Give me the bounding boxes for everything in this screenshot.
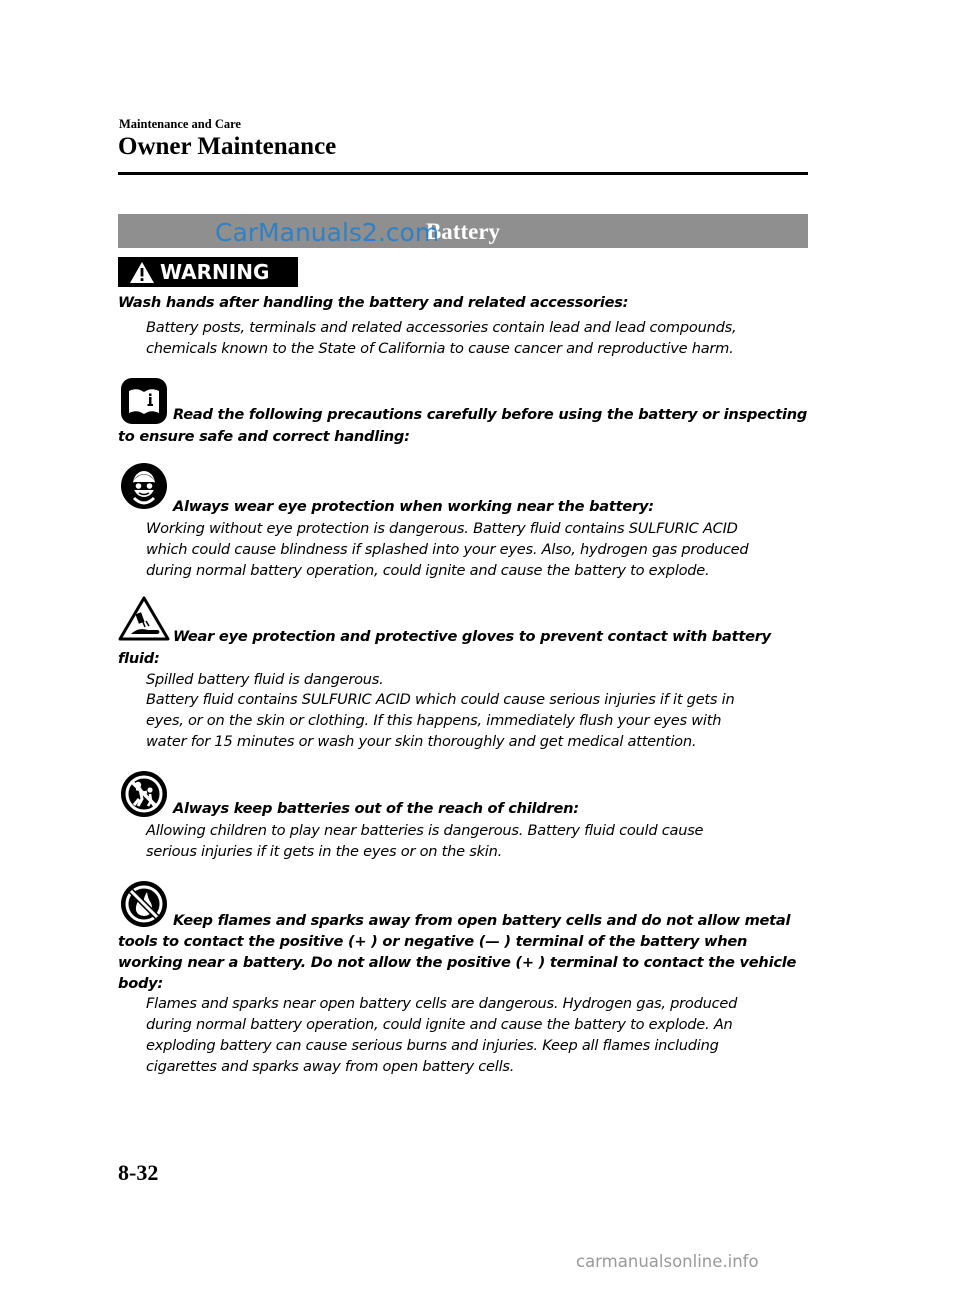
title-divider <box>118 172 808 175</box>
warning-heading: Wash hands after handling the battery and related accessories: <box>118 294 629 311</box>
precaution-heading-line: Keep flames and sparks away from open battery cells and do not allow metal <box>173 912 791 929</box>
page-number: 8-32 <box>118 1160 159 1185</box>
topic-title: Battery <box>425 219 501 244</box>
no-flames-icon <box>120 880 168 928</box>
precaution-heading-line: Always keep batteries out of the reach of children: <box>173 800 579 817</box>
precaution-body-line: Battery fluid contains SULFURIC ACID which could cause serious injuries if it gets in <box>146 691 735 708</box>
warning-triangle-icon <box>129 261 155 284</box>
precaution-heading-line: tools to contact the positive (+ ) or negative (— ) terminal of the battery when <box>118 933 748 950</box>
warning-badge <box>118 257 298 287</box>
warning-body-line: Battery posts, terminals and related accessories contain lead and lead compounds, <box>146 319 737 336</box>
precaution-body-line: exploding battery can cause serious burns and injuries. Keep all flames including <box>146 1037 719 1054</box>
precaution-heading-line: body: <box>118 975 164 992</box>
read-manual-icon <box>120 377 168 425</box>
precaution-heading-line: working near a battery. Do not allow the positive (+ ) terminal to contact the vehicle <box>118 954 797 971</box>
precaution-body-line: during normal battery operation, could ignite and cause the battery to explode. <box>146 562 710 579</box>
precaution-body-line: Flames and sparks near open battery cells are dangerous. Hydrogen gas, produced <box>146 995 738 1012</box>
precaution-body-line: water for 15 minutes or wash your skin thoroughly and get medical attention. <box>146 733 697 750</box>
precaution-body-line: cigarettes and sparks away from open battery cells. <box>146 1058 515 1075</box>
eye-protection-icon <box>120 462 168 510</box>
footer-watermark: carmanualsonline.info <box>576 1252 759 1271</box>
precaution-body-line: Working without eye protection is dangerous. Battery fluid contains SULFURIC ACID <box>146 520 738 537</box>
precaution-body-line: during normal battery operation, could ignite and cause the battery to explode. An <box>146 1016 733 1033</box>
precaution-heading-line: fluid: <box>118 650 160 667</box>
section-label: Maintenance and Care <box>119 117 241 131</box>
site-watermark: CarManuals2.com <box>215 218 440 247</box>
warning-body-line: chemicals known to the State of California to cause cancer and reproductive harm. <box>146 340 734 357</box>
precaution-heading-line: Wear eye protection and protective gloves to prevent contact with battery <box>173 628 771 645</box>
precaution-body-line: which could cause blindness if splashed into your eyes. Also, hydrogen gas produced <box>146 541 749 558</box>
precaution-body-line: Allowing children to play near batteries is dangerous. Battery fluid could cause <box>146 822 704 839</box>
precaution-body-line: eyes, or on the skin or clothing. If this happens, immediately flush your eyes with <box>146 712 722 729</box>
precaution-body-line: Spilled battery fluid is dangerous. <box>146 671 384 688</box>
warning-label: WARNING <box>160 260 270 284</box>
precaution-body-line: serious injuries if it gets in the eyes or on the skin. <box>146 843 502 860</box>
keep-away-children-icon <box>120 770 168 818</box>
precaution-heading-line: Always wear eye protection when working near the battery: <box>173 498 654 515</box>
page-title: Owner Maintenance <box>118 133 337 160</box>
read-manual-heading-line: to ensure safe and correct handling: <box>118 428 410 445</box>
read-manual-heading-line: Read the following precautions carefully before using the battery or inspecting <box>173 406 808 423</box>
corrosive-hand-icon <box>118 596 170 642</box>
